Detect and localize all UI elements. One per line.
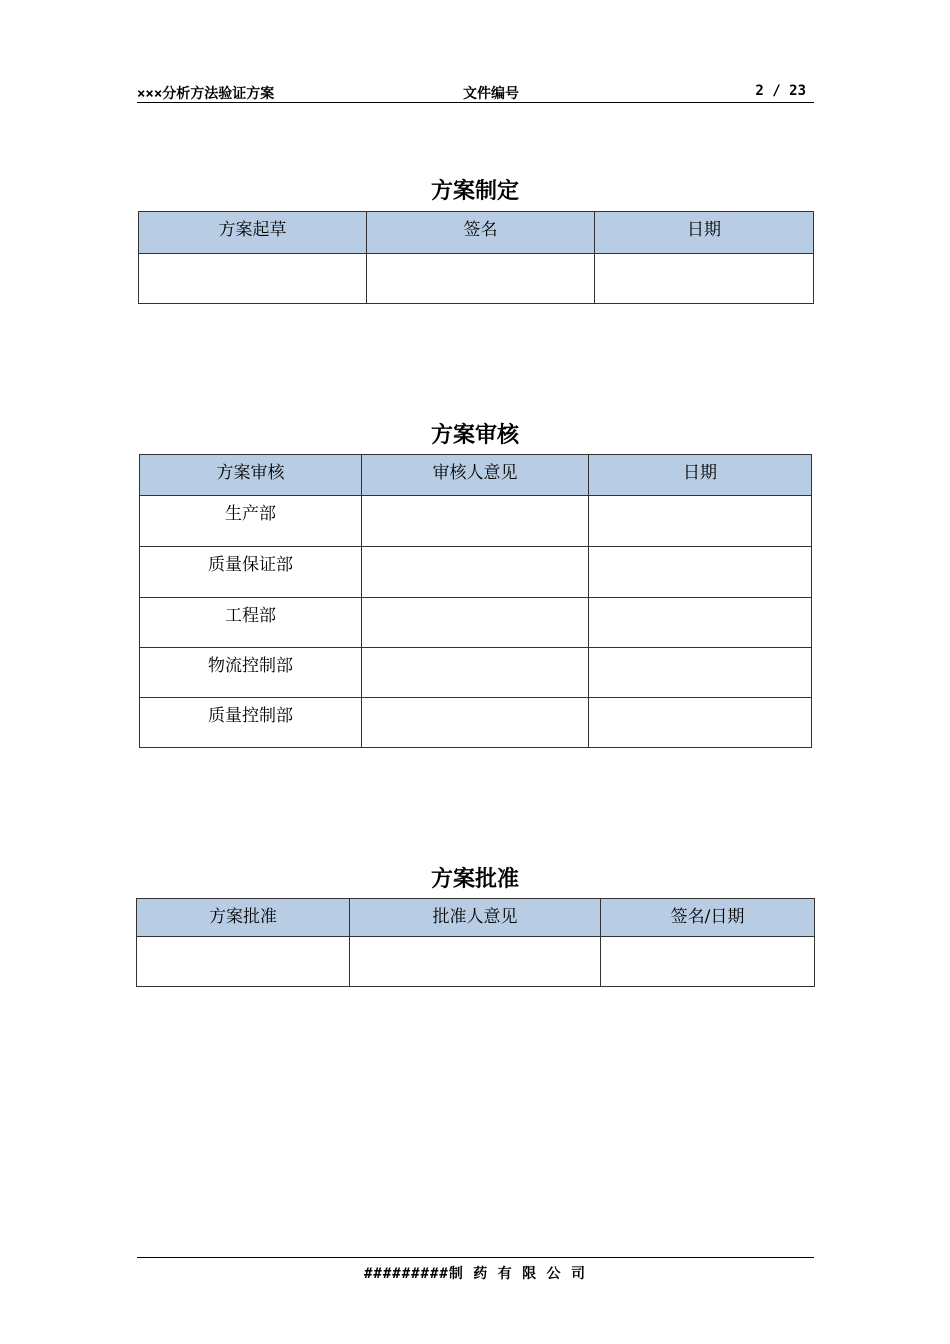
- date-cell[interactable]: [589, 547, 812, 598]
- signature-date-cell[interactable]: [601, 937, 815, 987]
- opinion-cell[interactable]: [362, 598, 589, 648]
- document-number-label: 文件编号: [463, 86, 519, 102]
- opinion-cell[interactable]: [362, 547, 589, 598]
- page-header: [137, 82, 814, 103]
- column-header: 日期: [595, 212, 814, 254]
- column-header: 方案批准: [137, 899, 350, 937]
- date-cell[interactable]: [589, 496, 812, 547]
- column-header: 签名/日期: [601, 899, 815, 937]
- signature-cell[interactable]: [367, 254, 595, 304]
- column-header: 日期: [589, 455, 812, 496]
- column-header: 方案审核: [140, 455, 362, 496]
- table-header-row: [137, 899, 815, 937]
- approver-cell[interactable]: [137, 937, 350, 987]
- date-cell[interactable]: [595, 254, 814, 304]
- approval-table: [136, 898, 815, 987]
- column-header: 审核人意见: [362, 455, 589, 496]
- table-row: [140, 496, 812, 547]
- opinion-cell[interactable]: [362, 698, 589, 748]
- department-cell: 工程部: [140, 598, 362, 648]
- date-cell[interactable]: [589, 698, 812, 748]
- company-name: #########制 药 有 限 公 司: [363, 1266, 586, 1282]
- department-cell: 生产部: [140, 496, 362, 547]
- review-section-title: 方案审核: [430, 423, 519, 448]
- column-header: 方案起草: [139, 212, 367, 254]
- document-title: ×××分析方法验证方案: [137, 86, 275, 102]
- table-row: [140, 547, 812, 598]
- department-cell: 物流控制部: [140, 648, 362, 698]
- date-cell[interactable]: [589, 648, 812, 698]
- table-row: [140, 598, 812, 648]
- department-cell: 质量保证部: [140, 547, 362, 598]
- approval-section-title: 方案批准: [430, 867, 519, 892]
- department-cell: 质量控制部: [140, 698, 362, 748]
- draft-section-title: 方案制定: [430, 179, 519, 204]
- drafter-cell[interactable]: [139, 254, 367, 304]
- date-cell[interactable]: [589, 598, 812, 648]
- column-header: 批准人意见: [350, 899, 601, 937]
- footer-divider: [137, 1257, 814, 1258]
- page-number: 2 / 23: [755, 83, 806, 99]
- table-row: [137, 937, 815, 987]
- table-header-row: [140, 455, 812, 496]
- table-row: [140, 698, 812, 748]
- table-header-row: [139, 212, 814, 254]
- opinion-cell[interactable]: [362, 496, 589, 547]
- column-header: 签名: [367, 212, 595, 254]
- opinion-cell[interactable]: [362, 648, 589, 698]
- opinion-cell[interactable]: [350, 937, 601, 987]
- draft-table: [138, 211, 814, 304]
- review-table: [139, 454, 812, 748]
- table-row: [140, 648, 812, 698]
- table-row: [139, 254, 814, 304]
